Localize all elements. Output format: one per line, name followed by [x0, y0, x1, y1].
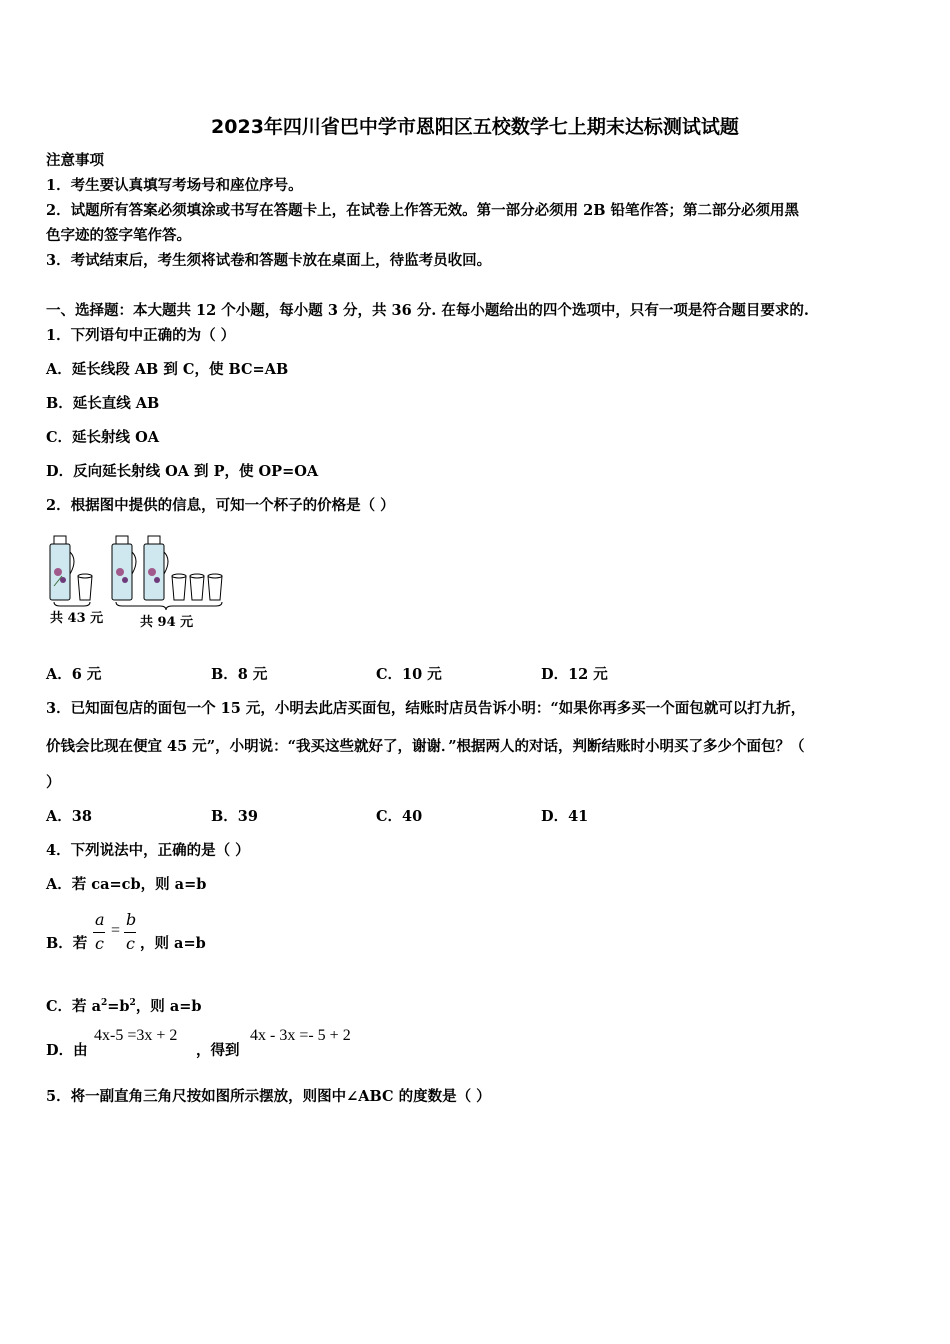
q2-option-d: D．12 元 — [541, 666, 608, 683]
q4-option-c-suffix: ，则 a=b — [135, 997, 202, 1015]
q4-option-b-prefix: B．若 — [46, 935, 88, 952]
q2-option-b: B．8 元 — [211, 666, 268, 683]
q3-stem-line-3: ） — [46, 774, 61, 791]
notice-item-1: 1．考生要认真填写考场号和座位序号。 — [46, 177, 303, 194]
section-1-heading: 一、选择题：本大题共 12 个小题，每小题 3 分，共 36 分. 在每小题给出的四个选项中，只有一项是符合题目要求的. — [46, 302, 809, 319]
cup-icon — [190, 574, 204, 600]
q4-option-d-prefix: D．由 — [46, 1042, 88, 1059]
q3-option-d: D．41 — [541, 808, 589, 825]
thermos-icon — [144, 536, 168, 600]
q1-stem: 1．下列语句中正确的为（ ） — [46, 327, 236, 344]
cup-icon — [78, 574, 92, 600]
notice-item-3: 3．考试结束后，考生须将试卷和答题卡放在桌面上，待监考员收回。 — [46, 252, 492, 269]
brace-left — [54, 602, 90, 606]
q1-option-a: A．延长线段 AB 到 C，使 BC=AB — [46, 361, 289, 378]
q3-option-a: A．38 — [46, 808, 92, 825]
q1-option-b: B．延长直线 AB — [46, 395, 160, 412]
page-title: 2023年四川省巴中学市恩阳区五校数学七上期末达标测试试题 — [211, 116, 739, 138]
notice-item-2: 2．试题所有答案必须填涂或书写在答题卡上，在试卷上作答无效。第一部分必须用 2B 铅笔作答；第二部分必须用黑 — [46, 202, 800, 219]
brace-right — [116, 602, 222, 610]
q2-figure — [46, 530, 246, 630]
q4-option-b-suffix: ，则 a=b — [140, 935, 206, 952]
q2-option-a: A．6 元 — [46, 666, 102, 683]
q1-option-d: D．反向延长射线 OA 到 P，使 OP=OA — [46, 463, 319, 480]
figure-label-right: 共 94 元 — [140, 615, 194, 630]
q4-option-c-mid: =b — [107, 997, 130, 1015]
q4-option-c-prefix: C．若 a — [46, 997, 101, 1015]
q2-option-c: C．10 元 — [376, 666, 442, 683]
fraction-bar — [124, 932, 136, 933]
fraction-b-numerator: b — [126, 910, 137, 929]
cup-icon — [208, 574, 222, 600]
notice-item-2-cont: 色字迹的签字笔作答。 — [46, 227, 191, 244]
q3-option-b: B．39 — [211, 808, 258, 825]
q2-stem: 2．根据图中提供的信息，可知一个杯子的价格是（ ） — [46, 497, 395, 514]
q3-option-c: C．40 — [376, 808, 423, 825]
q3-stem-line-2: 价钱会比现在便宜 45 元”，小明说：“我买这些就好了，谢谢．”根据两人的对话，判断结账时小明买了多少个面包？（ — [46, 738, 805, 755]
q4-option-c — [46, 993, 202, 1017]
fraction-bar — [93, 932, 105, 933]
thermos-icon — [112, 536, 136, 600]
q4-stem: 4．下列说法中，正确的是（ ） — [46, 842, 250, 859]
q4-option-a: A．若 ca=cb，则 a=b — [46, 876, 207, 893]
thermos-icon — [50, 536, 74, 600]
fraction-a-denominator: c — [95, 934, 104, 953]
superscript-2: 2 — [129, 998, 136, 1008]
q4-option-d-mid: ，得到 — [196, 1042, 240, 1059]
fraction-b-denominator: c — [126, 934, 135, 953]
cup-icon — [172, 574, 186, 600]
superscript-2: 2 — [100, 998, 108, 1008]
figure-label-left: 共 43 元 — [50, 611, 104, 626]
notice-heading: 注意事项 — [46, 152, 104, 169]
q5-stem: 5．将一副直角三角尺按如图所示摆放，则图中∠ABC 的度数是（ ） — [46, 1088, 491, 1105]
fraction-a-numerator: a — [95, 910, 105, 929]
q3-stem-line-1: 3．已知面包店的面包一个 15 元，小明去此店买面包，结账时店员告诉小明：“如果你再多买一个面包就可以打九折， — [46, 700, 806, 717]
equation-1: 4x-5 =3x + 2 — [94, 1027, 178, 1044]
equals-sign: = — [111, 922, 121, 939]
q1-option-c: C．延长射线 OA — [46, 429, 159, 446]
equation-2: 4x - 3x =- 5 + 2 — [250, 1027, 351, 1044]
